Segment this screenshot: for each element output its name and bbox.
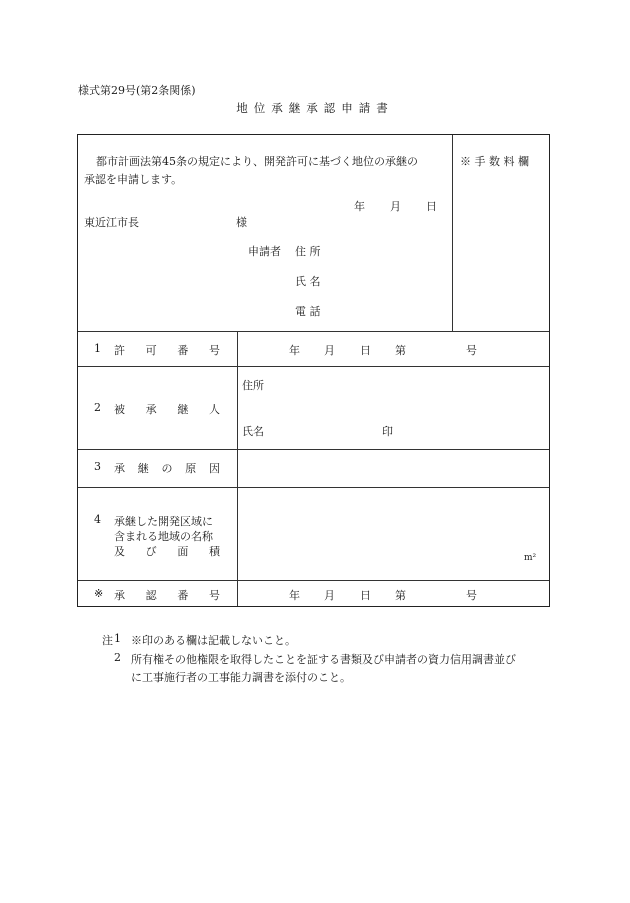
row-divider [78, 366, 549, 367]
form-number: 様式第29号(第2条関係) [78, 84, 196, 97]
fee-label: ※ 手 数 料 欄 [460, 155, 529, 168]
row2-number: 2 [94, 401, 101, 414]
row-divider [78, 580, 549, 581]
applicant-address-label: 住 所 [295, 245, 321, 258]
applicant-phone-label: 電 話 [295, 305, 321, 318]
permit-go: 号 [466, 344, 477, 357]
area-label-line1: 承継した開発区域に [114, 515, 213, 528]
area-unit: m² [524, 553, 537, 563]
approval-day: 日 [360, 589, 371, 602]
honorific: 様 [236, 216, 247, 229]
row-divider [78, 331, 549, 332]
row3-number: 3 [94, 460, 101, 473]
note-1-text: ※印のある欄は記載しないこと。 [131, 634, 296, 647]
date-day-label: 日 [426, 200, 437, 213]
heir-label: 被 承 継 人 [114, 403, 220, 416]
note-2-text-line1: 所有権その他権限を取得したことを証する書類及び申請者の資力信用調書並び [131, 653, 516, 666]
permit-day: 日 [360, 344, 371, 357]
note-2-text-line2: に工事施行者の工事能力調書を添付のこと。 [131, 671, 351, 684]
label-column-divider [237, 331, 238, 606]
date-year-label: 年 [354, 200, 365, 213]
note-1-number: 1 [114, 632, 121, 645]
approval-number-label: 承 認 番 号 [114, 589, 220, 602]
seal-mark: 印 [382, 425, 393, 438]
date-month-label: 月 [390, 200, 401, 213]
approval-go: 号 [466, 589, 477, 602]
row4-number: 4 [94, 513, 101, 526]
note-2-number: 2 [114, 651, 121, 664]
note-prefix: 注 [102, 634, 113, 647]
application-form-table [77, 134, 550, 607]
permit-dai: 第 [395, 344, 406, 357]
approval-month: 月 [324, 589, 335, 602]
fee-column-divider [452, 135, 453, 331]
row1-number: 1 [94, 342, 101, 355]
addressee: 東近江市長 [84, 216, 139, 229]
application-text-line2: 承認を申請します。 [84, 173, 183, 186]
row-divider [78, 449, 549, 450]
heir-name-label: 氏名 [242, 425, 264, 438]
permit-year: 年 [289, 344, 300, 357]
document-title: 地位承継承認申請書 [236, 101, 394, 115]
approval-mark: ※ [94, 587, 104, 600]
area-label-line2: 含まれる地域の名称 [114, 530, 213, 543]
row-divider [78, 487, 549, 488]
heir-address-label: 住所 [242, 379, 264, 392]
application-text-line1: 都市計画法第45条の規定により、開発許可に基づく地位の承継の [96, 155, 418, 168]
permit-number-label: 許 可 番 号 [114, 344, 220, 357]
area-label-line3: 及 び 面 積 [114, 545, 220, 558]
permit-month: 月 [324, 344, 335, 357]
approval-year: 年 [289, 589, 300, 602]
cause-label: 承 継 の 原 因 [114, 462, 220, 475]
applicant-name-label: 氏 名 [295, 275, 321, 288]
approval-dai: 第 [395, 589, 406, 602]
applicant-label: 申請者 [248, 245, 281, 258]
